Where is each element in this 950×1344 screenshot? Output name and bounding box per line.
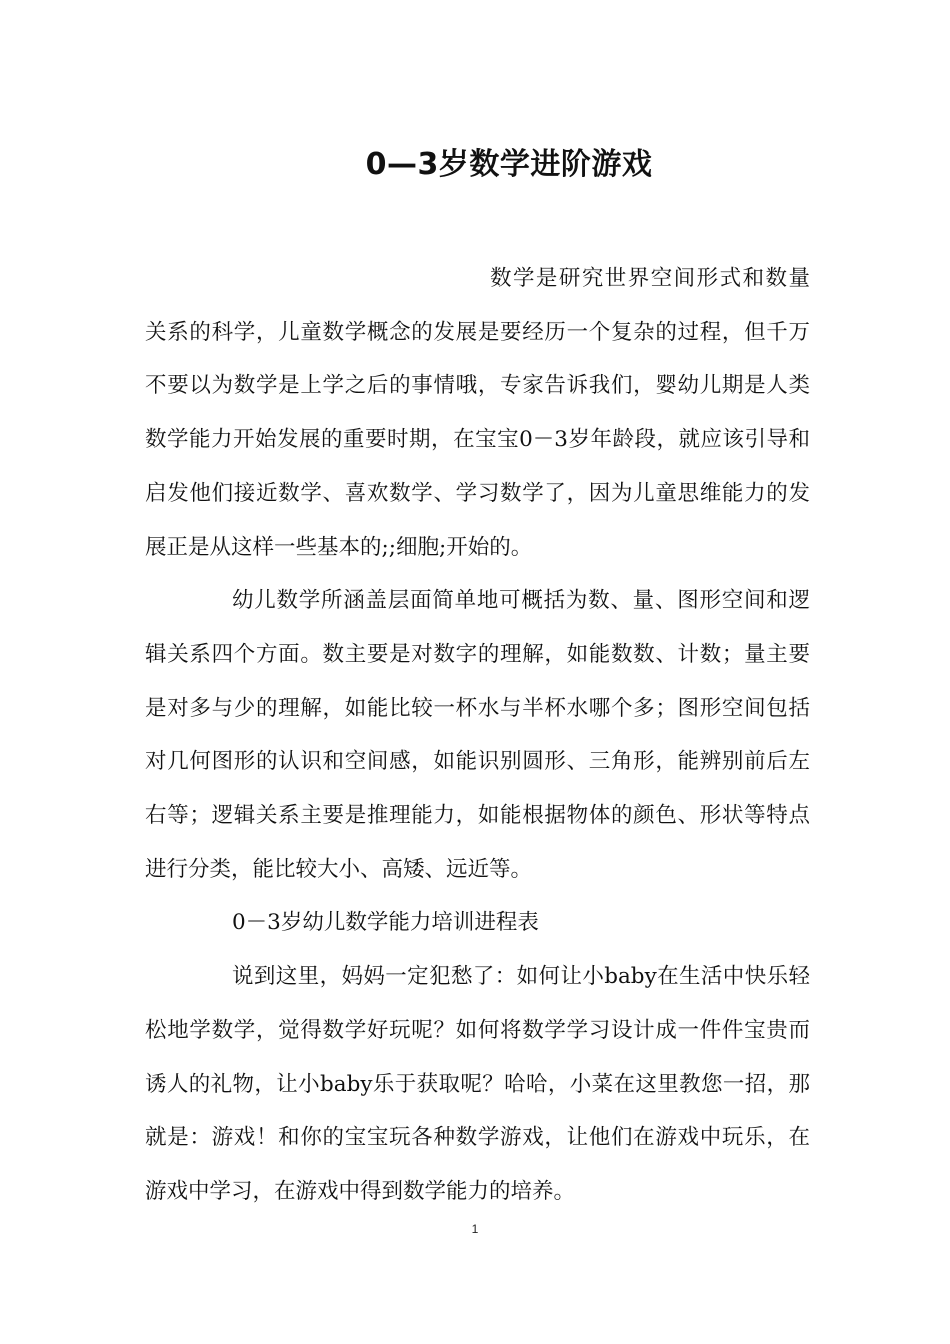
page-number: 1 [471,1222,479,1236]
document-title: 0—3岁数学进阶游戏 [365,147,653,183]
paragraph-intro: 数学是研究世界空间形式和数量关系的科学，儿童数学概念的发展是要经历一个复杂的过程，但千万不要以为数学是上学之后的事情哦，专家告诉我们，婴幼儿期是人类数学能力开始发展的重要时期，在宝宝0－3岁年龄段，就应该引导和启发他们接近数学、喜欢数学、学习数学了，因为儿童思维能力的发展正是从这样一些基本的;;细胞;开始的。 [145,266,810,560]
paragraph-schedule-heading: 0－3岁幼儿数学能力培训进程表 [232,910,539,936]
paragraph-games: 说到这里，妈妈一定犯愁了：如何让小baby在生活中快乐轻松地学数学，觉得数学好玩呢？如何将数学学习设计成一件件宝贵而诱人的礼物，让小baby乐于获取呢？哈哈，小菜在这里教您一招，那就是：游戏！和你的宝宝玩各种数学游戏，让他们在游戏中玩乐，在游戏中学习，在游戏中得到数学能力的培养。 [145,964,810,1204]
document-body [145,252,810,1219]
paragraph-math-scope: 幼儿数学所涵盖层面简单地可概括为数、量、图形空间和逻辑关系四个方面。数主要是对数字的理解，如能数数、计数；量主要是对多与少的理解，如能比较一杯水与半杯水哪个多；图形空间包括对几何图形的认识和空间感，如能识别圆形、三角形，能辨别前后左右等；逻辑关系主要是推理能力，如能根据物体的颜色、形状等特点进行分类，能比较大小、高矮、远近等。 [145,588,810,882]
